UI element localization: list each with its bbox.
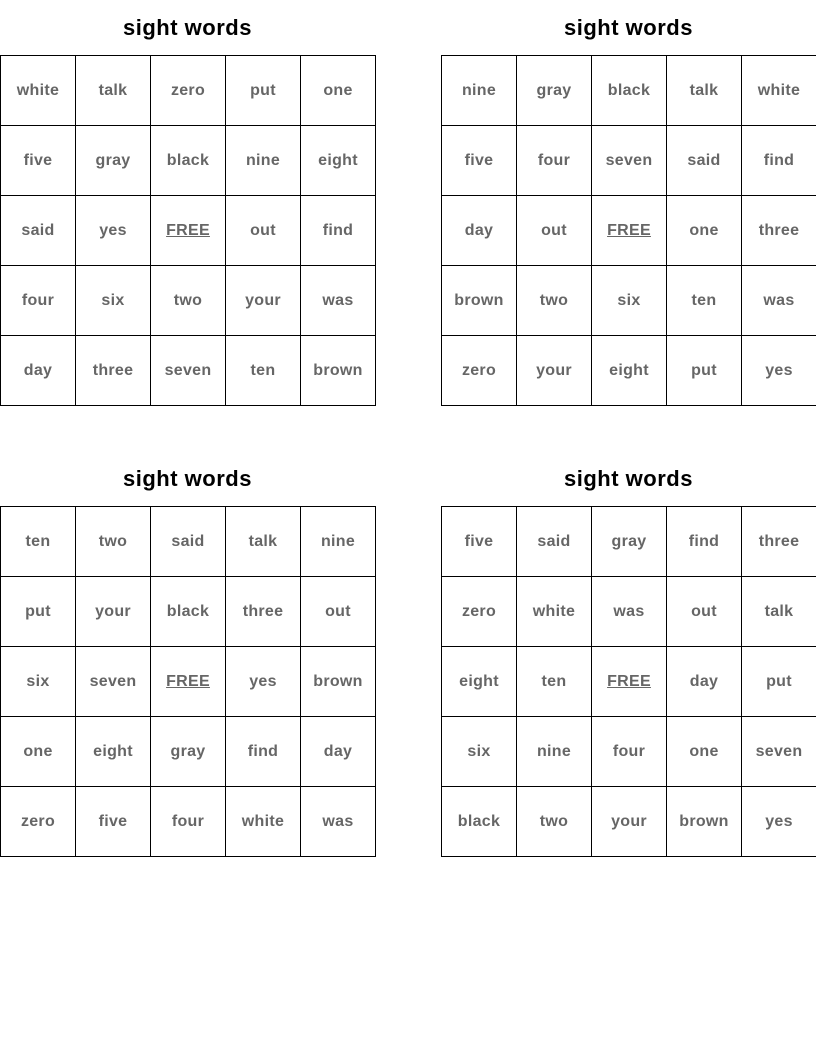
bingo-card-1 [0,0,375,406]
grid-cell: white [517,577,592,647]
grid-cell: seven [151,336,226,406]
bingo-grid [0,506,376,857]
grid-cell: zero [151,56,226,126]
grid-cell: put [667,336,742,406]
grid-row [1,717,376,787]
grid-cell: four [517,126,592,196]
grid-row [1,266,376,336]
grid-cell: gray [151,717,226,787]
grid-cell: out [667,577,742,647]
grid-cell: yes [226,647,301,717]
grid-row [442,56,816,126]
grid-cell: three [226,577,301,647]
grid-cell: your [226,266,301,336]
grid-cell: brown [442,266,517,336]
bingo-grid [441,55,816,406]
grid-row [442,647,816,717]
free-space-cell: FREE [151,647,226,717]
grid-cell: five [442,126,517,196]
grid-cell: one [301,56,376,126]
grid-cell: one [667,717,742,787]
grid-cell: put [742,647,816,717]
free-space-cell: FREE [592,647,667,717]
grid-cell: black [592,56,667,126]
grid-cell: find [226,717,301,787]
grid-cell: out [301,577,376,647]
grid-cell: white [226,787,301,857]
grid-cell: said [151,507,226,577]
grid-cell: five [442,507,517,577]
grid-row [442,266,816,336]
bingo-grid [441,506,816,857]
bingo-grid [0,55,376,406]
grid-cell: one [1,717,76,787]
grid-cell: three [76,336,151,406]
grid-row [1,56,376,126]
grid-cell: talk [742,577,816,647]
grid-cell: put [226,56,301,126]
grid-cell: zero [442,577,517,647]
grid-cell: said [1,196,76,266]
grid-cell: two [76,507,151,577]
grid-cell: eight [301,126,376,196]
free-space-cell: FREE [592,196,667,266]
grid-cell: seven [76,647,151,717]
grid-cell: day [442,196,517,266]
grid-cell: nine [517,717,592,787]
grid-cell: was [592,577,667,647]
grid-cell: six [76,266,151,336]
bingo-card-4 [441,451,816,857]
grid-cell: put [1,577,76,647]
grid-cell: two [517,266,592,336]
grid-cell: two [151,266,226,336]
grid-cell: brown [301,336,376,406]
grid-cell: zero [442,336,517,406]
grid-cell: six [592,266,667,336]
grid-cell: black [442,787,517,857]
grid-cell: seven [742,717,816,787]
grid-cell: yes [742,336,816,406]
grid-cell: your [517,336,592,406]
bingo-card-3 [0,451,375,857]
grid-row [1,787,376,857]
grid-row [1,196,376,266]
grid-cell: five [1,126,76,196]
grid-cell: ten [667,266,742,336]
grid-cell: four [1,266,76,336]
grid-cell: ten [1,507,76,577]
grid-cell: black [151,126,226,196]
grid-row [442,717,816,787]
grid-row [442,126,816,196]
grid-cell: talk [226,507,301,577]
grid-cell: three [742,507,816,577]
grid-cell: one [667,196,742,266]
grid-cell: brown [301,647,376,717]
grid-cell: find [667,507,742,577]
grid-cell: gray [592,507,667,577]
grid-cell: four [592,717,667,787]
free-space-cell: FREE [151,196,226,266]
grid-row [442,577,816,647]
grid-row [442,507,816,577]
grid-cell: find [742,126,816,196]
grid-row [442,196,816,266]
grid-row [1,126,376,196]
grid-cell: six [1,647,76,717]
bingo-card-2 [441,0,816,406]
grid-cell: white [742,56,816,126]
grid-cell: was [301,787,376,857]
grid-cell: six [442,717,517,787]
grid-cell: brown [667,787,742,857]
grid-cell: four [151,787,226,857]
card-title: sight words [564,466,693,491]
grid-row [1,336,376,406]
grid-cell: eight [592,336,667,406]
grid-cell: talk [667,56,742,126]
grid-cell: ten [226,336,301,406]
card-title: sight words [564,15,693,40]
grid-cell: said [517,507,592,577]
card-title: sight words [123,15,252,40]
grid-cell: gray [517,56,592,126]
grid-cell: nine [301,507,376,577]
grid-cell: zero [1,787,76,857]
grid-cell: day [301,717,376,787]
grid-row [442,787,816,857]
grid-row [1,507,376,577]
grid-cell: nine [226,126,301,196]
grid-cell: was [742,266,816,336]
grid-cell: your [76,577,151,647]
grid-cell: day [667,647,742,717]
grid-cell: find [301,196,376,266]
grid-cell: yes [742,787,816,857]
grid-cell: day [1,336,76,406]
grid-row [1,647,376,717]
grid-cell: five [76,787,151,857]
grid-cell: yes [76,196,151,266]
card-title: sight words [123,466,252,491]
grid-cell: talk [76,56,151,126]
grid-cell: black [151,577,226,647]
grid-cell: three [742,196,816,266]
grid-cell: out [517,196,592,266]
grid-cell: eight [442,647,517,717]
grid-cell: nine [442,56,517,126]
grid-cell: out [226,196,301,266]
grid-cell: gray [76,126,151,196]
grid-cell: seven [592,126,667,196]
grid-cell: ten [517,647,592,717]
grid-cell: your [592,787,667,857]
grid-row [1,577,376,647]
grid-cell: said [667,126,742,196]
grid-row [442,336,816,406]
grid-cell: two [517,787,592,857]
grid-cell: eight [76,717,151,787]
grid-cell: was [301,266,376,336]
grid-cell: white [1,56,76,126]
